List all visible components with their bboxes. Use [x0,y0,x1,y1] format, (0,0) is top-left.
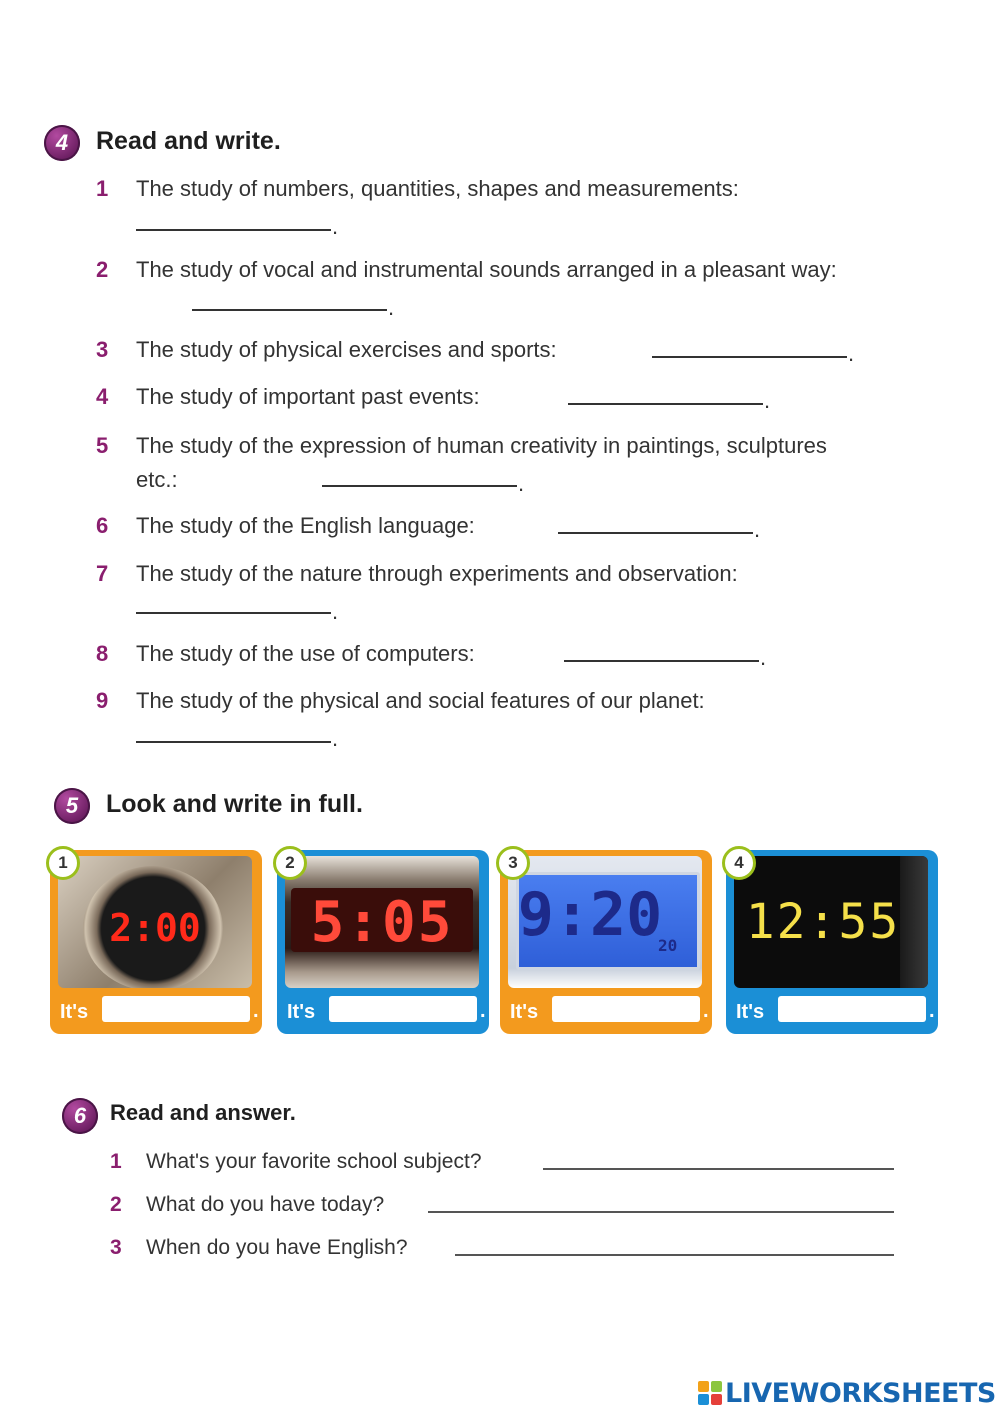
period: . [388,295,395,320]
period: . [253,1000,259,1022]
item-text: The study of vocal and instrumental sounds arranged in a pleasant way: [136,257,837,282]
clock-photo-alarm [285,856,479,988]
item-text: The study of the physical and social features of our planet: [136,688,705,713]
question-item-7 [96,557,956,627]
answer-blank-9[interactable] [136,741,331,743]
item-number: 5 [96,433,109,458]
its-label: It's [287,1001,316,1023]
clock-answer-input-1[interactable] [102,996,250,1022]
its-label: It's [736,1001,765,1023]
clock-card-4 [726,850,938,1034]
period: . [332,214,339,239]
item-number: 2 [96,257,109,282]
item-text: The study of the use of computers: [136,641,475,666]
clock-photo-lcd [508,856,702,988]
question-number: 3 [110,1236,122,1259]
item-number: 1 [96,176,109,201]
clock-number-badge: 3 [496,846,530,880]
its-label: It's [510,1001,539,1023]
liveworksheets-logo [698,1378,996,1408]
period: . [929,1000,935,1022]
answer-blank-3[interactable] [652,356,847,358]
answer-blank-7[interactable] [136,612,331,614]
section-6-title: Read and answer. [110,1100,296,1125]
clock-time-display: 9:20 [517,880,663,950]
clock-photo-watch [58,856,252,988]
period: . [764,388,771,413]
question-item-6 [96,509,956,543]
item-number: 4 [96,384,109,409]
clock-number-badge: 1 [46,846,80,880]
section-5-number-badge: 5 [54,788,90,824]
question-item-3 [96,333,956,367]
question-text: What do you have today? [146,1193,385,1216]
answer-blank-8[interactable] [564,660,759,662]
period: . [754,517,761,542]
clock-card-2 [277,850,489,1034]
clock-number-badge: 2 [273,846,307,880]
answer-line-2[interactable] [428,1211,894,1213]
period: . [848,341,855,366]
item-number: 7 [96,561,109,586]
answer-line-1[interactable] [543,1168,894,1170]
clock-photo-digital [734,856,928,988]
item-text: The study of the expression of human creativity in paintings, sculptures etc.: [136,433,827,492]
question-item-5 [96,429,956,499]
clock-time-display: 12:55 [745,894,901,950]
answer-blank-4[interactable] [568,403,763,405]
clock-card-3 [500,850,712,1034]
period: . [703,1000,709,1022]
question-item-8 [96,637,956,671]
item-text: The study of the nature through experiments and observation: [136,561,738,586]
answer-line-3[interactable] [455,1254,894,1256]
clock-time-display: 2:00 [109,906,201,950]
section-6-number-badge: 6 [62,1098,98,1134]
question-item-9 [96,684,956,754]
period: . [332,726,339,751]
answer-blank-6[interactable] [558,532,753,534]
item-number: 6 [96,513,109,538]
question-item-4 [96,380,956,414]
item-text: The study of numbers, quantities, shapes and measurements: [136,176,739,201]
question-item-1 [96,172,956,242]
item-number: 8 [96,641,109,666]
clock-time-display: 5:05 [310,890,454,955]
answer-blank-1[interactable] [136,229,331,231]
logo-text: LIVEWORKSHEETS [725,1377,996,1409]
clock-answer-input-3[interactable] [552,996,700,1022]
period: . [332,599,339,624]
item-text: The study of important past events: [136,384,480,409]
item-text: The study of physical exercises and sports: [136,337,557,362]
answer-blank-2[interactable] [192,309,387,311]
section-4-number-badge: 4 [44,125,80,161]
question-text: When do you have English? [146,1236,408,1259]
question-item-2 [96,253,956,323]
item-number: 3 [96,337,109,362]
question-number: 1 [110,1150,122,1173]
logo-mark-icon [698,1381,722,1405]
period: . [518,471,525,496]
section-5-title: Look and write in full. [106,790,363,818]
item-text: The study of the English language: [136,513,475,538]
answer-blank-5[interactable] [322,485,517,487]
period: . [760,645,767,670]
its-label: It's [60,1001,89,1023]
section-4-title: Read and write. [96,127,281,155]
item-number: 9 [96,688,109,713]
question-text: What's your favorite school subject? [146,1150,482,1173]
clock-answer-input-2[interactable] [329,996,477,1022]
question-number: 2 [110,1193,122,1216]
clock-number-badge: 4 [722,846,756,880]
clock-card-1 [50,850,262,1034]
clock-answer-input-4[interactable] [778,996,926,1022]
clock-small-readout: 20 [658,936,678,955]
period: . [480,1000,486,1022]
